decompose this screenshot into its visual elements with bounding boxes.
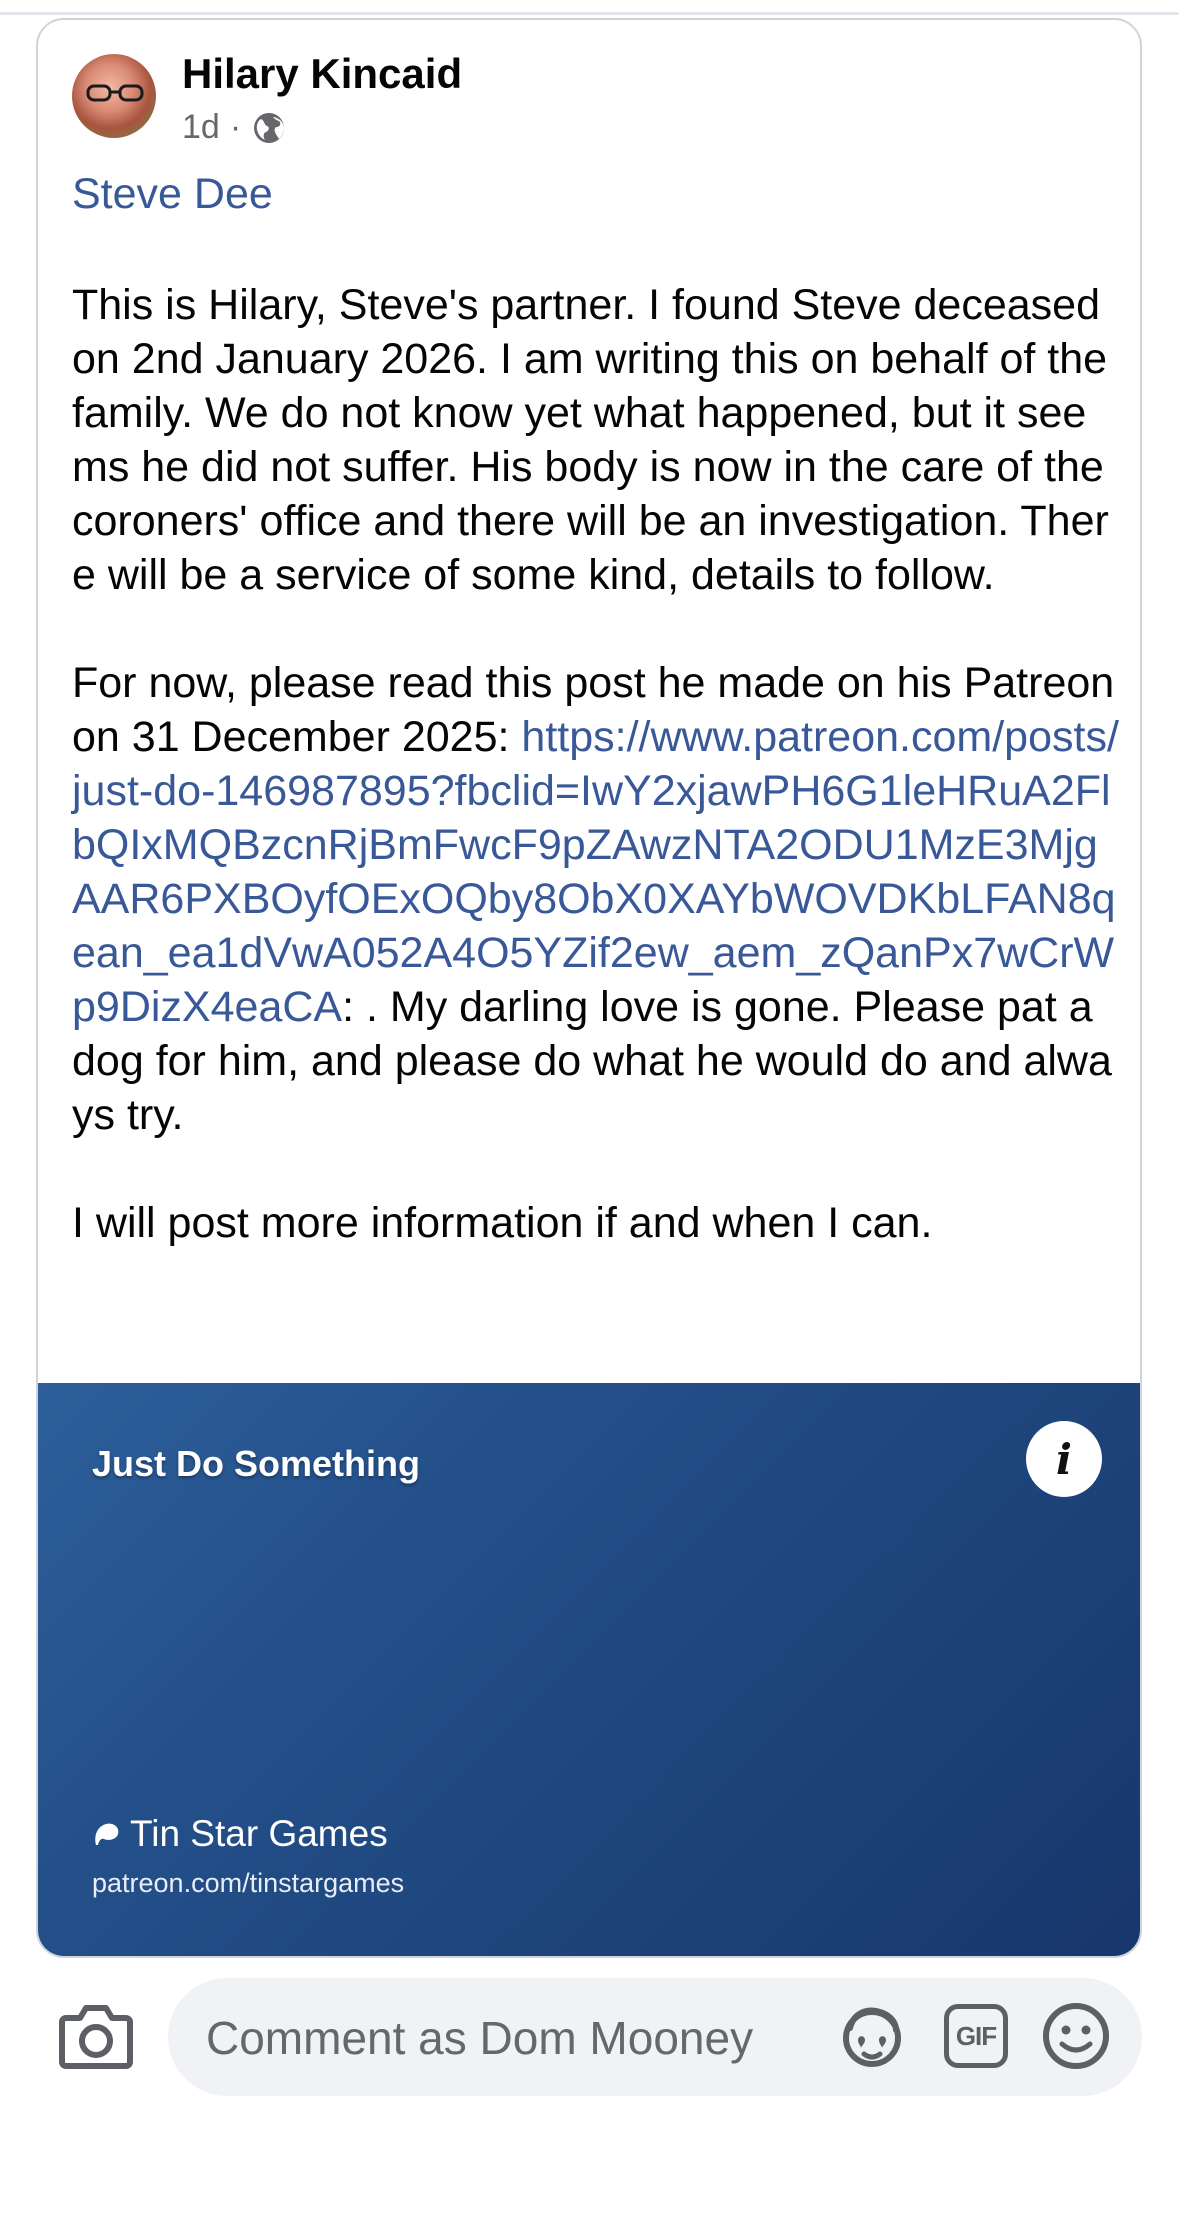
emoji-icon[interactable] xyxy=(1040,2000,1112,2072)
patreon-post-link[interactable]: https://www.patreon.com/posts/just-do-146987895?fbclid=IwY2xjawPH6G1leHRuA2FlbQIxMQBzcnRjBmFwcF9pZAwzNTA2ODU1MzE3MjgAAR6PXBOyfOExOQby8ObX0XAYbWOVDKbLFAN8qean_ea1dVwA052A4O5YZif2ew_aem_zQanPx7wCrWp9DizX4eaCA xyxy=(72,713,1119,1031)
post-card xyxy=(36,18,1142,1958)
creator-row xyxy=(92,1813,388,1855)
post-text: For now, please read this post he made on his Patreon on 31 December 2025: xyxy=(72,659,1127,761)
creator-name: Tin Star Games xyxy=(130,1813,388,1854)
link-preview-card[interactable] xyxy=(38,1383,1142,1958)
author-name[interactable]: Hilary Kincaid xyxy=(182,50,463,97)
comment-input[interactable] xyxy=(168,1978,1142,2096)
avatar-sticker-icon[interactable] xyxy=(836,2000,908,2072)
camera-icon[interactable] xyxy=(58,2002,134,2070)
post-paragraph: This is Hilary, Steve's partner. I found Steve deceased on 2nd January 2026. I am writing this on behalf of the family. We do not know yet what happened, but it seems he did not suffer. His body is now in the care of the coroners' office and there will be an investigation. There will be a service of some kind, details to follow. xyxy=(72,281,1119,599)
patreon-logo-icon xyxy=(92,1819,122,1849)
author-avatar[interactable] xyxy=(72,54,156,138)
globe-icon[interactable] xyxy=(251,110,287,146)
preview-title: Just Do Something xyxy=(92,1443,421,1484)
post-paragraph: I will post more information if and when I can. xyxy=(72,1199,933,1247)
info-icon[interactable]: i xyxy=(1026,1421,1102,1497)
post-paragraph xyxy=(72,656,1127,1142)
meta-separator: · xyxy=(229,108,242,146)
comment-bar xyxy=(0,1958,1179,2217)
post-time[interactable]: 1d xyxy=(182,108,220,146)
top-divider xyxy=(0,12,1179,15)
tagged-user-link[interactable]: Steve Dee xyxy=(72,170,273,218)
post-meta xyxy=(182,108,287,147)
gif-icon[interactable]: GIF xyxy=(944,2004,1008,2068)
comment-placeholder: Comment as Dom Mooney xyxy=(206,2012,754,2064)
post-text: : . My darling love is gone. Please pat a dog for him, and please do what he would do and always try. xyxy=(72,983,1112,1139)
creator-url: patreon.com/tinstargames xyxy=(92,1868,405,1898)
glasses-icon xyxy=(86,84,144,102)
post-body xyxy=(72,278,1127,1304)
